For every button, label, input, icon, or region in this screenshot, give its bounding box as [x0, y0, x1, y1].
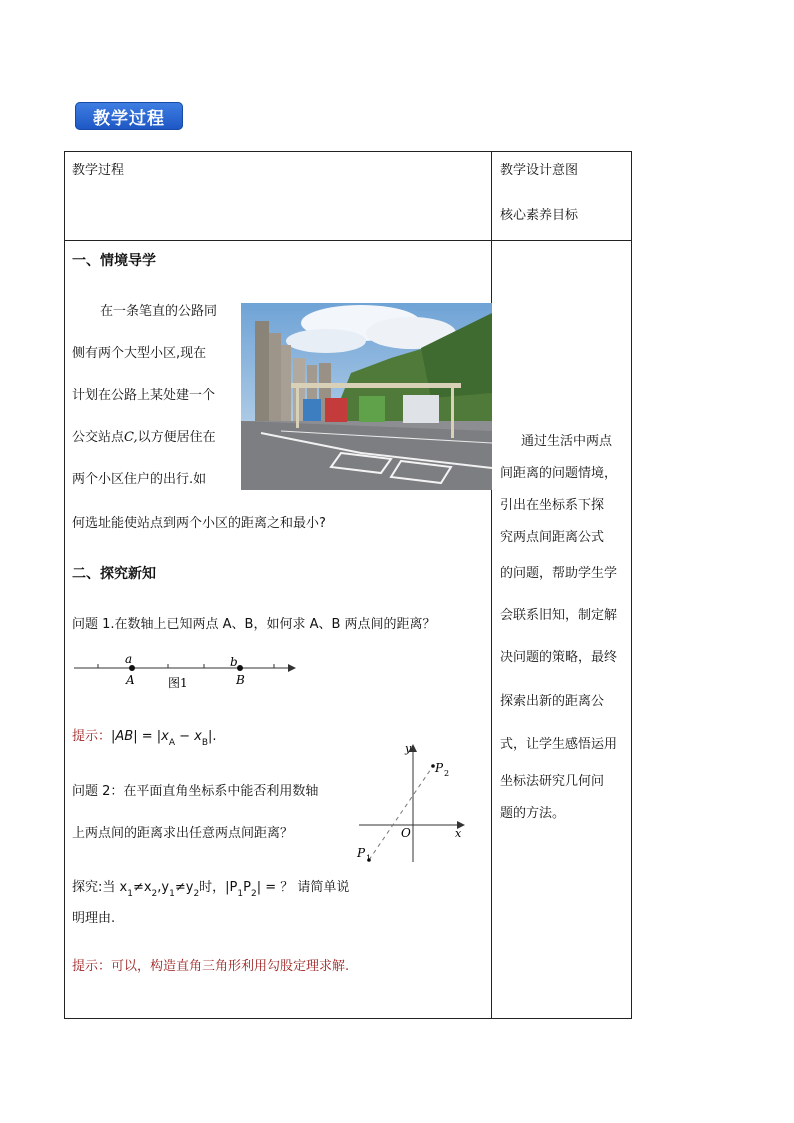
hint-2: 提示：可以，构造直角三角形利用勾股定理求解. — [72, 959, 350, 974]
label-A: A — [126, 673, 135, 687]
station-c: C, — [124, 430, 138, 445]
para-line-4 — [72, 426, 216, 445]
axis-x-label: x — [455, 827, 462, 840]
para-line-4-a: 公交站点 — [72, 430, 125, 445]
col2-header-line1: 教学设计意图 — [500, 163, 579, 178]
intent-line-3: 引出在坐标系下探 — [500, 498, 605, 513]
question-2-line2: 上两点间的距离求出任意两点间距离？ — [72, 826, 294, 841]
intent-line-1: 通过生活中两点 — [521, 434, 613, 449]
number-line-figure — [70, 650, 300, 690]
col1-header: 教学过程 — [72, 163, 125, 178]
origin-label: O — [401, 826, 411, 840]
explore-line1: 探究:当 $x_1\ne x_2,y_1\ne y_2$时，$|P_1P_2|$ = ？ 请简单说 — [72, 880, 350, 899]
intent-line-5: 的问题，帮助学生学 — [500, 566, 618, 581]
header-divider — [64, 240, 632, 241]
question-1: 问题 1.在数轴上已知两点 A、B，如何求 A、B 两点间的距离？ — [72, 617, 436, 632]
label-b-small: b — [230, 655, 238, 669]
question-2-line1: 问题 2：在平面直角坐标系中能否利用数轴 — [72, 784, 319, 799]
intent-line-2: 间距离的问题情境， — [500, 466, 618, 481]
section-badge: 教学过程 — [75, 102, 183, 130]
explore-line2: 明理由. — [72, 911, 116, 926]
para-line-5: 两个小区住户的出行.如 — [72, 472, 207, 487]
intent-line-7: 决问题的策略，最终 — [500, 650, 618, 665]
para-line-4-b: 以方便居住在 — [137, 430, 216, 445]
coordinate-figure — [355, 742, 470, 867]
hint-1-prefix: 提示： — [72, 729, 112, 744]
p1-label: P — [357, 846, 366, 860]
para-line-1: 在一条笔直的公路同 — [100, 304, 218, 319]
bus-stop-photo — [241, 303, 492, 490]
label-a: a — [125, 652, 133, 666]
para-line-2: 侧有两个大型小区,现在 — [72, 346, 207, 361]
para-line-6: 何选址能使站点到两个小区的距离之和最小? — [72, 516, 326, 531]
figure-caption: 图1 — [168, 676, 188, 690]
column-divider — [491, 151, 492, 1019]
section1-title: 一、情境导学 — [72, 253, 156, 269]
point-b — [237, 665, 243, 671]
intent-line-6: 会联系旧知，制定解 — [500, 608, 618, 623]
hint-1 — [72, 725, 217, 748]
intent-line-4: 究两点间距离公式 — [500, 530, 605, 545]
para-line-3: 计划在公路上某处建一个 — [72, 388, 216, 403]
p1-sub: 1 — [366, 854, 372, 863]
section2-title: 二、探究新知 — [72, 566, 156, 582]
p2-label: P — [435, 761, 444, 775]
axis-y-label: y — [405, 742, 412, 755]
label-B: B — [236, 673, 245, 687]
p2-sub: 2 — [444, 769, 450, 778]
intent-line-9: 式，让学生感悟运用 — [500, 737, 618, 752]
col2-header-line2: 核心素养目标 — [500, 208, 579, 223]
hint-1-formula: $|AB| = |x_A - x_B|$. — [111, 729, 217, 748]
intent-line-10: 坐标法研究几何问 — [500, 774, 605, 789]
intent-line-11: 题的方法。 — [500, 806, 566, 821]
intent-line-8: 探索出新的距离公 — [500, 694, 605, 709]
